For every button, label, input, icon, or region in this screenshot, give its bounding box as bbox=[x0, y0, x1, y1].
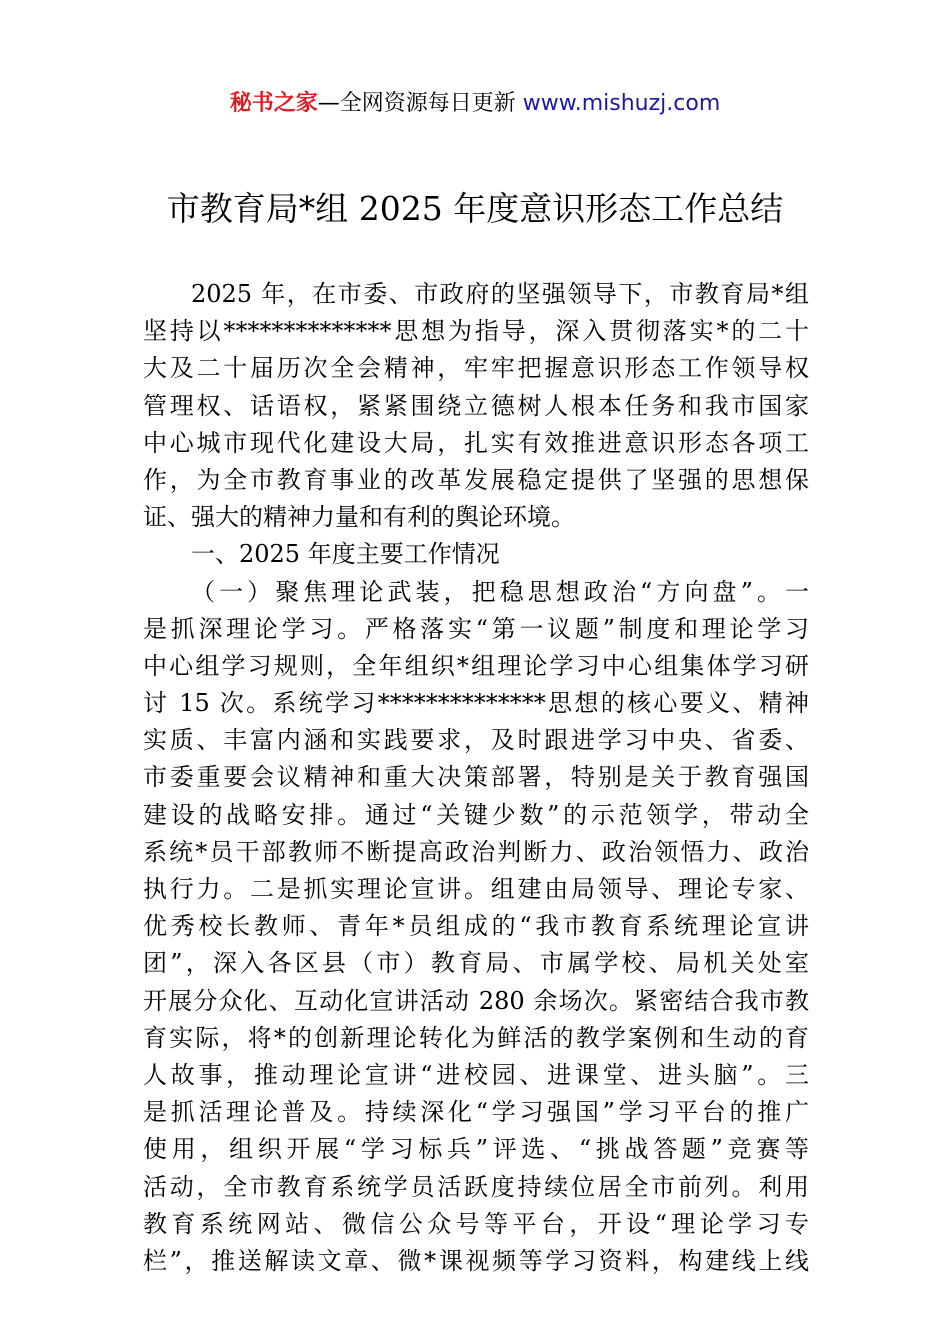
body-line: 使用，组织开展“学习标兵”评选、“挑战答题”竞赛等 bbox=[143, 1135, 809, 1164]
section-heading: 一、2025 年度主要工作情况 bbox=[191, 540, 500, 569]
body-line: 中心组学习规则，全年组织*组理论学习中心组集体学习研 bbox=[143, 651, 809, 680]
body-line: 证、强大的精神力量和有利的舆论环境。 bbox=[143, 503, 575, 532]
body-line: 建设的战略安排。通过“关键少数”的示范领学，带动全 bbox=[143, 800, 809, 829]
body-line: （一）聚焦理论武装，把稳思想政治“方向盘”。一 bbox=[191, 577, 809, 606]
body-line: 2025 年，在市委、市政府的坚强领导下，市教育局*组 bbox=[191, 280, 809, 308]
body-line: 是抓活理论普及。持续深化“学习强国”学习平台的推广 bbox=[143, 1098, 809, 1127]
body-line: 教育系统网站、微信公众号等平台，开设“理论学习专 bbox=[143, 1209, 809, 1238]
site-url-link[interactable]: www.mishuzj.com bbox=[522, 91, 721, 116]
body-line: 是抓深理论学习。严格落实“第一议题”制度和理论学习 bbox=[143, 614, 809, 643]
body-line: 管理权、话语权，紧紧围绕立德树人根本任务和我市国家 bbox=[143, 391, 809, 420]
document-title: 市教育局*组 2025 年度意识形态工作总结 bbox=[166, 189, 784, 228]
body-line: 中心城市现代化建设大局，扎实有效推进意识形态各项工 bbox=[143, 428, 809, 457]
body-line: 执行力。二是抓实理论宣讲。组建由局领导、理论专家、 bbox=[143, 875, 809, 903]
body-line: 坚持以**************思想为指导，深入贯彻落实*的二十 bbox=[143, 317, 809, 346]
body-line: 讨 15 次。系统学习**************思想的核心要义、精神 bbox=[143, 689, 809, 718]
body-line: 开展分众化、互动化宣讲活动 280 余场次。紧密结合我市教 bbox=[143, 986, 809, 1015]
site-tagline: —全网资源每日更新 bbox=[317, 91, 516, 116]
body-line: 作，为全市教育事业的改革发展稳定提供了坚强的思想保 bbox=[143, 465, 809, 494]
body-line: 栏”，推送解读文章、微*课视频等学习资料，构建线上线 bbox=[143, 1246, 809, 1275]
body-line: 活动，全市教育系统学员活跃度持续位居全市前列。利用 bbox=[143, 1172, 809, 1201]
body-line: 大及二十届历次全会精神，牢牢把握意识形态工作领导权 bbox=[143, 354, 809, 383]
body-line: 优秀校长教师、青年*员组成的“我市教育系统理论宣讲 bbox=[143, 912, 809, 941]
body-line: 育实际，将*的创新理论转化为鲜活的教学案例和生动的育 bbox=[143, 1023, 809, 1052]
site-brand: 秘书之家 bbox=[229, 91, 318, 116]
body-line: 系统*员干部教师不断提高政治判断力、政治领悟力、政治 bbox=[143, 837, 809, 866]
body-line: 市委重要会议精神和重大决策部署，特别是关于教育强国 bbox=[143, 763, 809, 792]
body-line: 人故事，推动理论宣讲“进校园、进课堂、进头脑”。三 bbox=[143, 1060, 809, 1089]
body-line: 团”，深入各区县（市）教育局、市属学校、局机关处室 bbox=[143, 949, 809, 978]
body-line: 实质、丰富内涵和实践要求，及时跟进学习中央、省委、 bbox=[143, 726, 809, 755]
site-header bbox=[0, 88, 950, 120]
document-body bbox=[143, 276, 809, 1280]
